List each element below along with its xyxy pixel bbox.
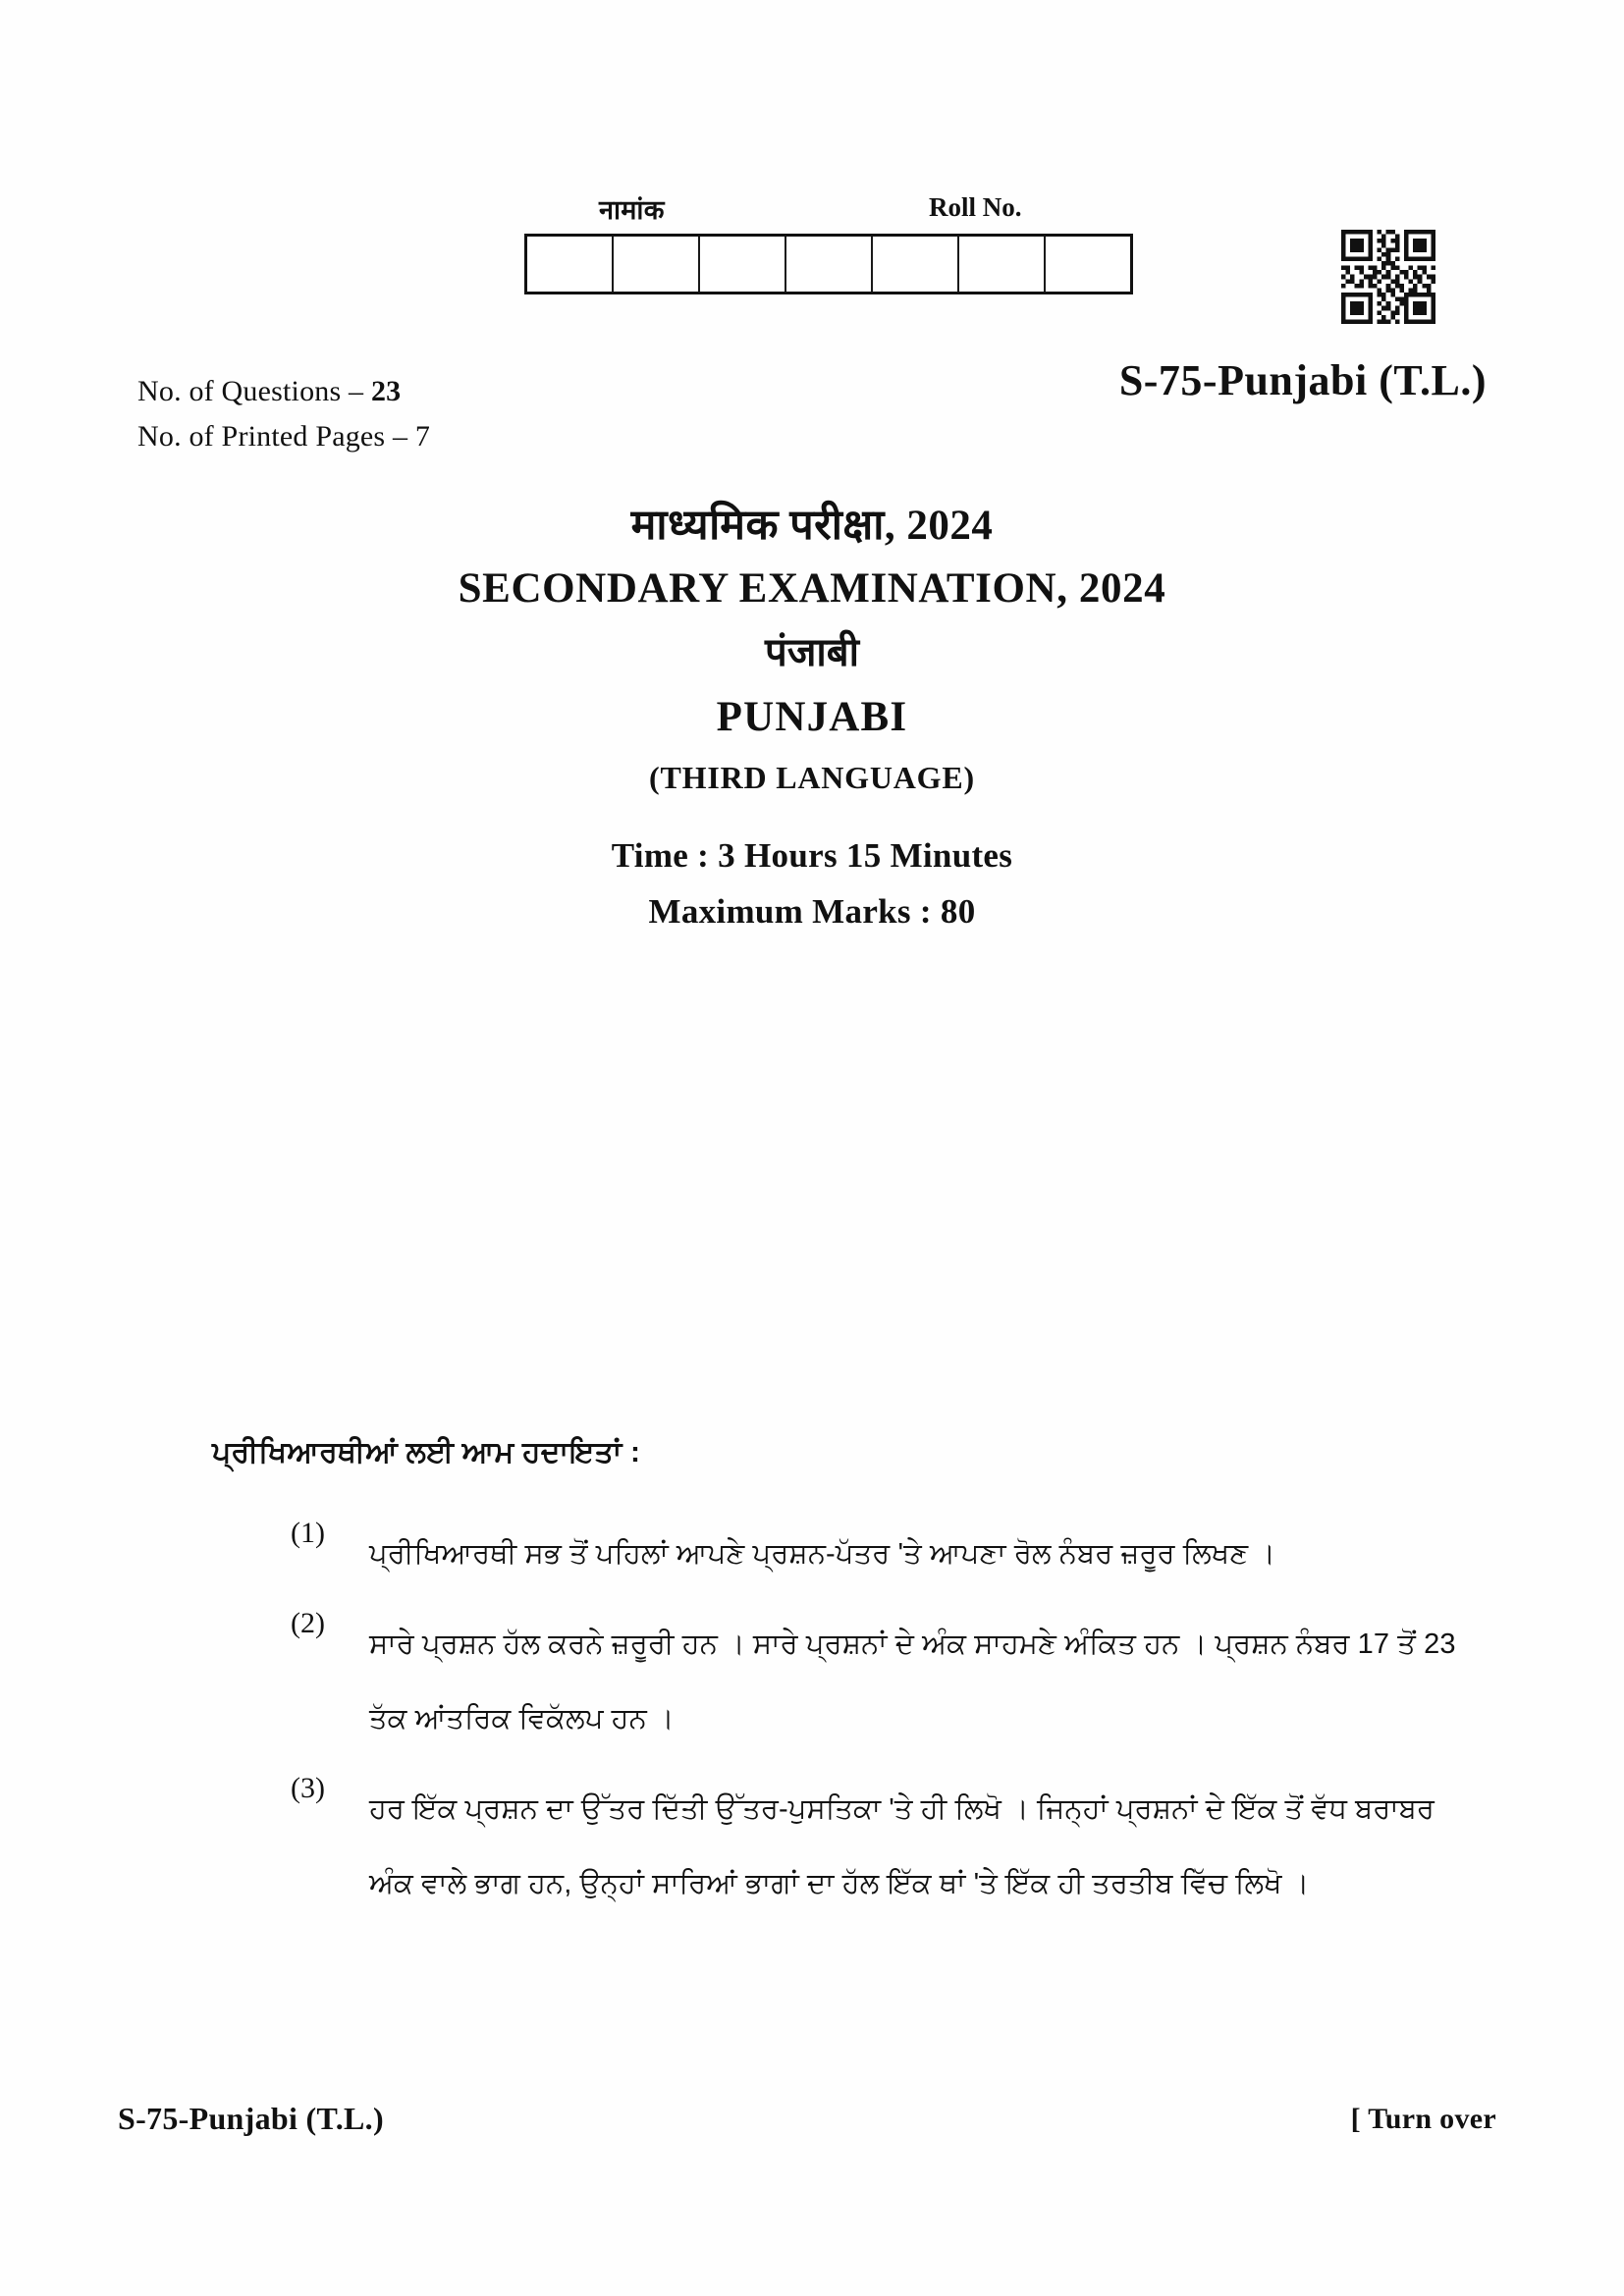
- questions-count-label: No. of Questions –: [137, 375, 371, 407]
- footer-paper-code: S-75-Punjabi (T.L.): [118, 2101, 384, 2136]
- printed-pages-value: 7: [414, 420, 431, 453]
- roll-number-cell[interactable]: [700, 237, 786, 292]
- roll-number-cell[interactable]: [1046, 237, 1130, 292]
- instruction-marker: (2): [291, 1607, 325, 1639]
- subject-language-note: (THIRD LANGUAGE): [649, 760, 975, 795]
- paper-code: S-75-Punjabi (T.L.): [1118, 356, 1487, 404]
- instructions-heading: ਪ੍ਰੀਖਿਆਰਥੀਆਂ ਲਈ ਆਮ ਹਦਾਇਤਾਂ :: [212, 1436, 641, 1468]
- title-block: [0, 496, 1624, 939]
- roll-number-cell[interactable]: [959, 237, 1046, 292]
- roll-number-labels: [524, 192, 1133, 234]
- instruction-text: ਪ੍ਰੀਖਿਆਰਥੀ ਸਭ ਤੋਂ ਪਹਿਲਾਂ ਆਪਣੇ ਪ੍ਰਸ਼ਨ-ਪੱਤਰ 'ਤੇ ਆਪਣਾ ਰੋਲ ਨੰਬਰ ਜ਼ਰੂਰ ਲਿਖਣ ।: [369, 1538, 1276, 1570]
- instructions-list: [291, 1517, 1479, 1937]
- subject-title-hindi: पंजाबी: [765, 630, 859, 674]
- roll-number-cell[interactable]: [786, 237, 873, 292]
- footer-turn-over: [ Turn over: [1350, 2103, 1496, 2135]
- paper-meta-block: [137, 369, 430, 459]
- instruction-item: [291, 1607, 1479, 1756]
- roll-number-block: [524, 192, 1133, 294]
- roll-number-cell[interactable]: [614, 237, 700, 292]
- instruction-item: [291, 1517, 1479, 1591]
- exam-title-hindi: माध्यमिक परीक्षा, 2024: [630, 503, 994, 549]
- exam-duration: Time : 3 Hours 15 Minutes: [611, 836, 1013, 875]
- roll-number-cell[interactable]: [873, 237, 959, 292]
- exam-title-english: SECONDARY EXAMINATION, 2024: [458, 565, 1166, 612]
- printed-pages-line: [137, 414, 430, 459]
- instruction-text: ਹਰ ਇੱਕ ਪ੍ਰਸ਼ਨ ਦਾ ਉੱਤਰ ਦਿੱਤੀ ਉੱਤਰ-ਪੁਸਤਿਕਾ 'ਤੇ ਹੀ ਲਿਖੋ । ਜਿਨ੍ਹਾਂ ਪ੍ਰਸ਼ਨਾਂ ਦੇ ਇੱਕ ਤੋਂ ਵੱਧ ਬਰਾਬਰ ਅੰਕ ਵਾਲੇ ਭਾਗ ਹਨ, ਉਨ੍ਹਾਂ ਸਾਰਿਆਂ ਭਾਗਾਂ ਦਾ ਹੱਲ ਇੱਕ ਥਾਂ 'ਤੇ ਇੱਕ ਹੀ ਤਰਤੀਬ ਵਿੱਚ ਲਿਖੋ ।: [369, 1793, 1435, 1899]
- questions-count-value: 23: [370, 375, 402, 407]
- subject-title-english: PUNJABI: [716, 694, 908, 740]
- qr-code-icon: [1341, 230, 1435, 324]
- roll-number-label-hindi: नामांक: [599, 195, 665, 225]
- printed-pages-label: No. of Printed Pages –: [137, 420, 415, 453]
- roll-number-grid[interactable]: [524, 234, 1133, 294]
- instruction-marker: (3): [291, 1772, 325, 1804]
- instruction-marker: (1): [291, 1517, 325, 1549]
- maximum-marks: Maximum Marks : 80: [648, 892, 976, 931]
- instruction-item: [291, 1772, 1479, 1921]
- roll-number-cell[interactable]: [527, 237, 614, 292]
- instruction-text: ਸਾਰੇ ਪ੍ਰਸ਼ਨ ਹੱਲ ਕਰਨੇ ਜ਼ਰੂਰੀ ਹਨ । ਸਾਰੇ ਪ੍ਰਸ਼ਨਾਂ ਦੇ ਅੰਕ ਸਾਹਮਣੇ ਅੰਕਿਤ ਹਨ । ਪ੍ਰਸ਼ਨ ਨੰਬਰ 17 ਤੋਂ 23 ਤੱਕ ਆਂਤਰਿਕ ਵਿਕੱਲਪ ਹਨ ।: [369, 1629, 1456, 1735]
- questions-count-line: [137, 369, 430, 414]
- roll-number-label-english: Roll No.: [929, 192, 1022, 222]
